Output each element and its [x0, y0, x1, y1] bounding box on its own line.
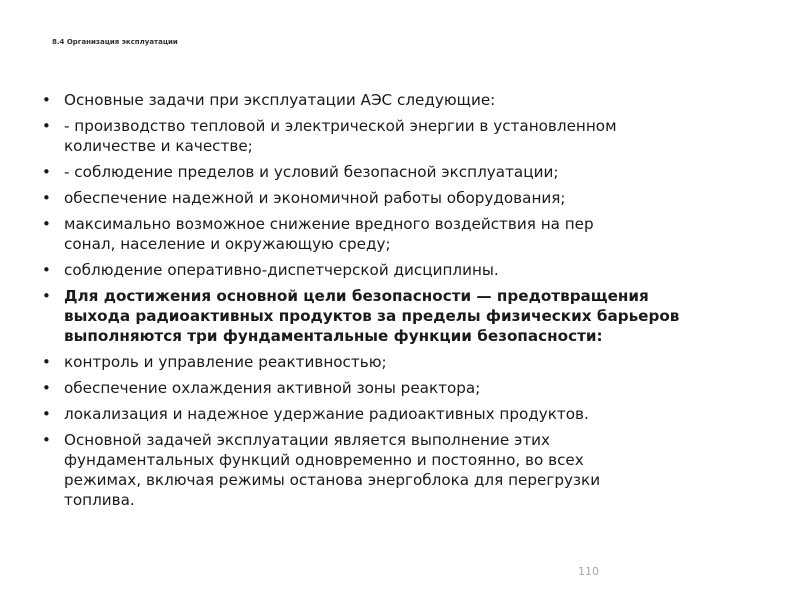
bullet-text: соблюдение оперативно-диспетчерской дисциплины. — [64, 261, 499, 279]
bullet-text: Основные задачи при эксплуатации АЭС следующие: — [64, 91, 496, 109]
bullet-dot-icon: • — [42, 261, 51, 279]
bullet-dot-icon: • — [42, 91, 51, 109]
bullet-text: локализация и надежное удержание радиоактивных продуктов. — [64, 405, 589, 423]
bullet-text: - производство тепловой и электрической энергии в установленном количестве и качестве; — [64, 117, 617, 155]
bullet-dot-icon: • — [42, 353, 51, 371]
bullet-dot-icon: • — [42, 405, 51, 423]
bullet-item — [40, 378, 760, 398]
bullet-text: обеспечение охлаждения активной зоны реактора; — [64, 379, 481, 397]
bullet-text: контроль и управление реактивностью; — [64, 353, 387, 371]
section-heading: 8.4 Организация эксплуатации — [52, 38, 178, 46]
bullet-text: - соблюдение пределов и условий безопасной эксплуатации; — [64, 163, 559, 181]
bullet-text: обеспечение надежной и экономичной работы оборудования; — [64, 189, 566, 207]
bullet-item — [40, 188, 760, 208]
bullet-text: максимально возможное снижение вредного воздействия на пер сонал, население и окружающую среду; — [64, 215, 594, 253]
bullet-item — [40, 90, 760, 110]
bullet-dot-icon: • — [42, 215, 51, 233]
bullet-item — [40, 162, 760, 182]
bullet-dot-icon: • — [42, 189, 51, 207]
bullet-dot-icon: • — [42, 117, 51, 135]
bullet-item — [40, 260, 760, 280]
bullet-dot-icon: • — [42, 431, 51, 449]
bullet-list — [40, 90, 760, 516]
bullet-item — [40, 116, 760, 156]
bullet-text: Основной задачей эксплуатации является выполнение этих фундаментальных функций одновременно и постоянно, во всех режимах, включая режимы останова энергоблока для перегрузки топлива. — [64, 431, 601, 509]
bullet-item — [40, 214, 760, 254]
bullet-item — [40, 352, 760, 372]
bullet-dot-icon: • — [42, 287, 51, 305]
page-number: 110 — [578, 565, 599, 578]
bullet-text: Для достижения основной цели безопасности — предотвращения выхода радиоактивных продуктов за пределы физических барьеров выполняются три фундаментальные функции безопасности: — [64, 287, 680, 345]
bullet-item — [40, 430, 760, 510]
bullet-item — [40, 404, 760, 424]
bullet-item — [40, 286, 760, 346]
bullet-dot-icon: • — [42, 163, 51, 181]
bullet-dot-icon: • — [42, 379, 51, 397]
